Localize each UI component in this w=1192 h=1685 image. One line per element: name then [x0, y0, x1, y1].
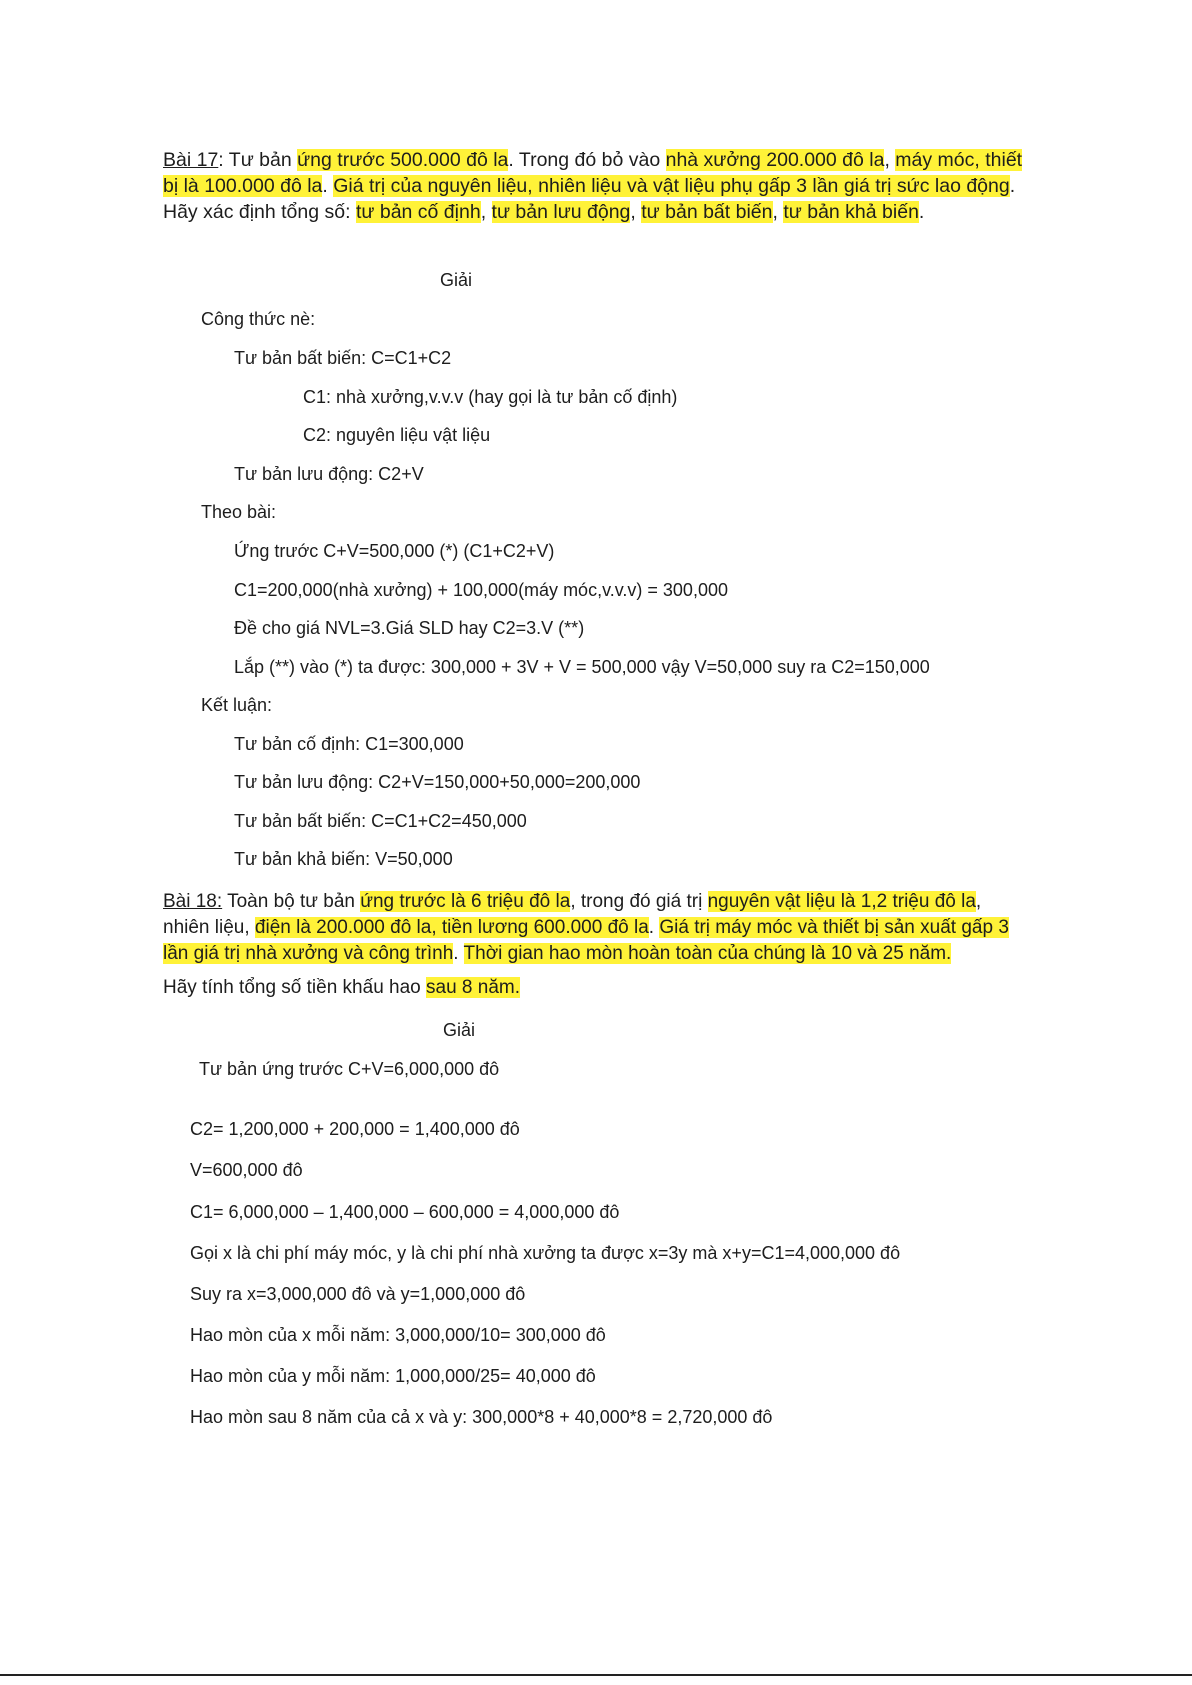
bai17-title: Bài 17 [163, 149, 219, 171]
bai18-line: Hao mòn của x mỗi năm: 3,000,000/10= 300,000 đô [190, 1325, 606, 1345]
highlighted-text: Giá trị của nguyên liệu, nhiên liệu và vật liệu phụ gấp 3 lần giá trị sức lao động [333, 175, 1010, 197]
highlighted-text: nhà xưởng 200.000 đô la [665, 149, 885, 171]
highlighted-text: sau 8 năm. [426, 977, 521, 998]
bai18-problem [163, 889, 1031, 967]
plain-text: , nhiên liệu, [163, 891, 982, 938]
bai18-line: C1= 6,000,000 – 1,400,000 – 600,000 = 4,000,000 đô [190, 1202, 620, 1222]
bai18-line: Hao mòn sau 8 năm của cả x và y: 300,000*8 + 40,000*8 = 2,720,000 đô [190, 1407, 773, 1427]
bai18-question [163, 975, 1031, 1001]
highlighted-text: tư bản khả biến [783, 201, 919, 223]
page-bottom-rule [0, 1674, 1192, 1676]
plain-text: . [918, 201, 925, 223]
plain-text: , [630, 201, 642, 223]
bai18-giai-heading: Giải [443, 1020, 476, 1040]
bai17-line: C2: nguyên liệu vật liệu [303, 425, 491, 445]
bai18-line: C2= 1,200,000 + 200,000 = 1,400,000 đô [190, 1119, 520, 1139]
bai17-problem-text [163, 149, 1022, 223]
bai17-problem [163, 147, 1025, 225]
bai17-giai-heading: Giải [440, 270, 473, 290]
bai17-line: Theo bài: [201, 502, 277, 522]
plain-text: . [322, 175, 334, 197]
bai17-line: Đề cho giá NVL=3.Giá SLD hay C2=3.V (**) [234, 618, 585, 638]
highlighted-text: ứng trước là 6 triệu đô la [360, 891, 571, 912]
plain-text: , [772, 201, 784, 223]
highlighted-text: nguyên vật liệu là 1,2 triệu đô la [707, 891, 976, 912]
bai17-line: Tư bản bất biến: C=C1+C2=450,000 [234, 811, 527, 831]
bai17-line: C1=200,000(nhà xưởng) + 100,000(máy móc,v.v.v) = 300,000 [234, 580, 728, 600]
plain-text: , [884, 149, 896, 171]
plain-text: . Trong đó bỏ vào [508, 149, 666, 171]
highlighted-text: điện là 200.000 đô la, tiền lương 600.000 đô la [254, 917, 649, 938]
highlighted-text: ứng trước 500.000 đô la [297, 149, 509, 171]
plain-text: : Tư bản [218, 149, 298, 171]
highlighted-text: tư bản bất biến [641, 201, 773, 223]
bai17-line: Tư bản lưu động: C2+V=150,000+50,000=200,000 [234, 772, 641, 792]
bai17-line: Tư bản cố định: C1=300,000 [234, 734, 464, 754]
bai17-line: Tư bản bất biến: C=C1+C2 [234, 348, 452, 368]
bai18-line: Hao mòn của y mỗi năm: 1,000,000/25= 40,000 đô [190, 1366, 596, 1386]
highlighted-text: máy móc, thiết bị là 100.000 đô la [163, 149, 1023, 197]
plain-text: . [648, 917, 660, 938]
bai17-line: Ứng trước C+V=500,000 (*) (C1+C2+V) [234, 541, 555, 561]
plain-text: . Hãy xác định tổng số: [163, 175, 1016, 223]
bai17-line: Tư bản lưu động: C2+V [234, 464, 424, 484]
highlighted-text: tư bản lưu động [491, 201, 631, 223]
bai17-line: Lắp (**) vào (*) ta được: 300,000 + 3V + V = 500,000 vậy V=50,000 suy ra C2=150,000 [234, 657, 930, 677]
plain-text: , trong đó giá trị [570, 891, 708, 912]
plain-text: Toàn bộ tư bản [222, 891, 361, 912]
highlighted-text: Giá trị máy móc và thiết bị sản xuất gấp 3 lần giá trị nhà xưởng và công trình [163, 917, 1009, 964]
bai18-line: Suy ra x=3,000,000 đô và y=1,000,000 đô [190, 1284, 526, 1304]
bai18-line: Tư bản ứng trước C+V=6,000,000 đô [199, 1059, 500, 1079]
plain-text: Hãy tính tổng số tiền khấu hao [163, 977, 427, 998]
highlighted-text: tư bản cố định [355, 201, 481, 223]
bai17-line: Tư bản khả biến: V=50,000 [234, 849, 453, 869]
bai17-line: Kết luận: [201, 695, 273, 715]
plain-text: . [453, 943, 464, 964]
bai18-title: Bài 18: [163, 891, 223, 912]
bai18-line: V=600,000 đô [190, 1160, 303, 1180]
bai17-line: Công thức nè: [201, 309, 316, 329]
highlighted-text: Thời gian hao mòn hoàn toàn của chúng là 10 và 25 năm. [463, 943, 952, 964]
bai18-line: Gọi x là chi phí máy móc, y là chi phí nhà xưởng ta được x=3y mà x+y=C1=4,000,000 đô [190, 1243, 901, 1263]
bai18-problem-text [163, 891, 1009, 964]
bai17-line: C1: nhà xưởng,v.v.v (hay gọi là tư bản cố định) [303, 387, 678, 407]
plain-text: , [480, 201, 492, 223]
